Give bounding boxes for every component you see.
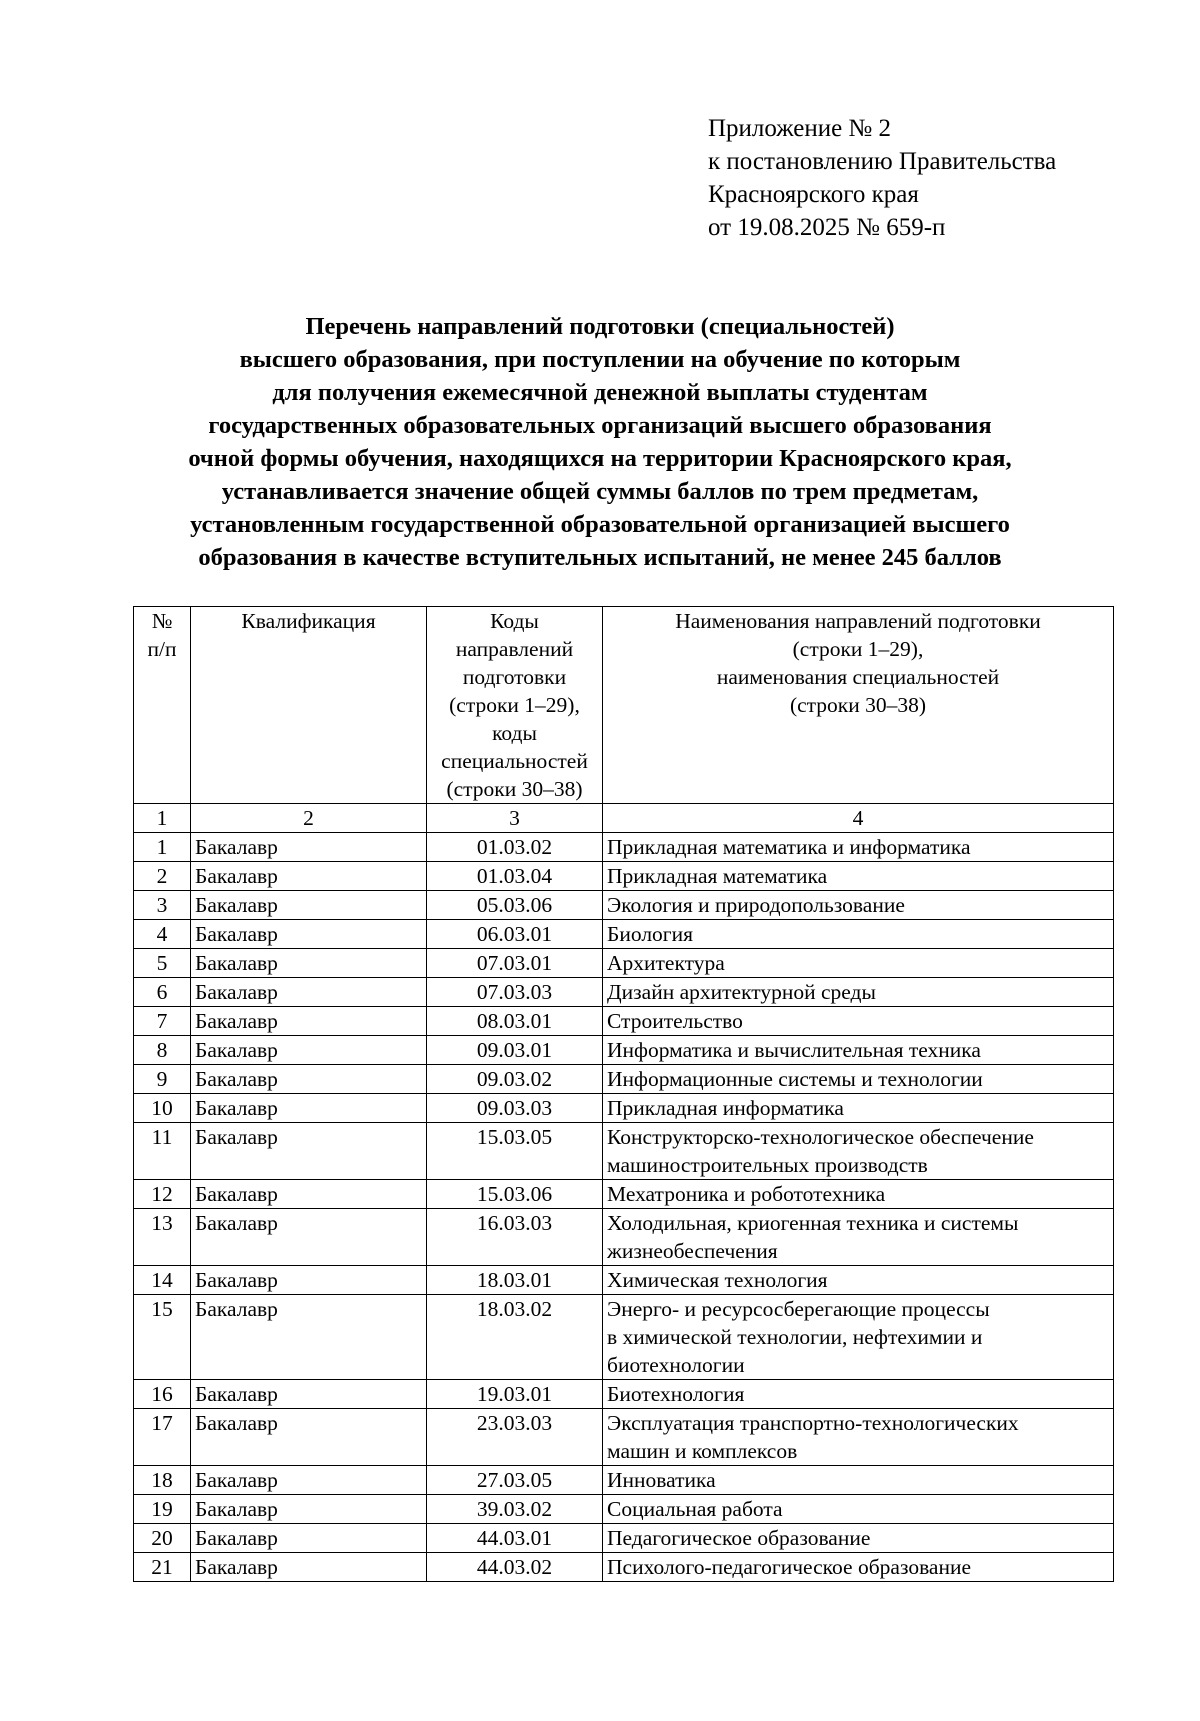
row-number: 16 [134,1380,191,1409]
direction-name-line: Эксплуатация транспортно-технологических [607,1411,1019,1435]
row-number: 20 [134,1524,191,1553]
direction-name-line: биотехнологии [607,1353,745,1377]
row-code: 15.03.05 [427,1123,603,1180]
row-code: 08.03.01 [427,1007,603,1036]
row-qualification: Бакалавр [191,891,427,920]
table-row [134,891,1114,920]
row-number: 21 [134,1553,191,1582]
row-direction-name [603,891,1114,920]
row-number: 9 [134,1065,191,1094]
header-line: (строки 1–29), [449,693,580,717]
table-row [134,1553,1114,1582]
row-code: 07.03.03 [427,978,603,1007]
direction-name-line: в химической технологии, нефтехимии и [607,1325,983,1349]
header-names [603,607,1114,804]
row-direction-name [603,1495,1114,1524]
row-number: 3 [134,891,191,920]
direction-name-line: Холодильная, криогенная техника и системы [607,1211,1019,1235]
direction-name-line: Педагогическое образование [607,1526,871,1550]
table-row [134,1065,1114,1094]
row-number: 17 [134,1409,191,1466]
table-row [134,949,1114,978]
row-code: 09.03.01 [427,1036,603,1065]
direction-name-line: Химическая технология [607,1268,828,1292]
appendix-line: от 19.08.2025 № 659-п [708,214,946,241]
row-direction-name [603,1553,1114,1582]
appendix-line: Красноярского края [708,181,919,208]
row-direction-name [603,1380,1114,1409]
header-line: Наименования направлений подготовки [675,609,1041,633]
row-number: 2 [134,862,191,891]
direction-name-line: Прикладная информатика [607,1096,844,1120]
title-line: государственных образовательных организаций высшего образования [208,412,992,439]
direction-name-line: машин и комплексов [607,1439,798,1463]
row-code: 09.03.03 [427,1094,603,1123]
row-code: 06.03.01 [427,920,603,949]
row-qualification: Бакалавр [191,949,427,978]
row-code: 09.03.02 [427,1065,603,1094]
appendix-block [708,112,1056,244]
direction-name-line: Энерго- и ресурсосберегающие процессы [607,1297,990,1321]
column-number: 4 [603,804,1114,833]
row-direction-name [603,1295,1114,1380]
header-line: Квалификация [241,609,376,633]
row-code: 18.03.01 [427,1266,603,1295]
row-qualification: Бакалавр [191,1123,427,1180]
row-direction-name [603,1094,1114,1123]
direction-name-line: жизнеобеспечения [607,1239,778,1263]
row-direction-name [603,1123,1114,1180]
table-header-row [134,607,1114,804]
appendix-line: Приложение № 2 [708,115,892,142]
row-qualification: Бакалавр [191,1209,427,1266]
header-qualification [191,607,427,804]
row-number: 8 [134,1036,191,1065]
table-row [134,1123,1114,1180]
row-direction-name [603,1180,1114,1209]
row-code: 27.03.05 [427,1466,603,1495]
row-number: 14 [134,1266,191,1295]
direction-name-line: Мехатроника и робототехника [607,1182,886,1206]
row-number: 4 [134,920,191,949]
row-direction-name [603,1466,1114,1495]
row-qualification: Бакалавр [191,1295,427,1380]
title-line: установленным государственной образовательной организацией высшего [190,511,1010,538]
row-direction-name [603,833,1114,862]
title-line: для получения ежемесячной денежной выплаты студентам [272,379,928,406]
row-number: 11 [134,1123,191,1180]
row-direction-name [603,1266,1114,1295]
header-line: наименования специальностей [716,665,1000,689]
header-line: (строки 1–29), [792,637,924,661]
row-direction-name [603,862,1114,891]
document-title [90,310,1110,574]
row-number: 10 [134,1094,191,1123]
row-qualification: Бакалавр [191,920,427,949]
direction-name-line: Прикладная математика [607,864,828,888]
row-direction-name [603,1209,1114,1266]
direction-name-line: Психолого-педагогическое образование [607,1555,972,1579]
column-number: 2 [191,804,427,833]
table-body [134,833,1114,1582]
row-code: 01.03.02 [427,833,603,862]
direction-name-line: Социальная работа [607,1497,783,1521]
direction-name-line: Информационные системы и технологии [607,1067,983,1091]
row-qualification: Бакалавр [191,1495,427,1524]
table-row [134,1266,1114,1295]
table-row [134,862,1114,891]
row-qualification: Бакалавр [191,1466,427,1495]
row-qualification: Бакалавр [191,1266,427,1295]
header-line: коды [492,721,537,745]
table-row [134,1036,1114,1065]
row-direction-name [603,1007,1114,1036]
row-code: 15.03.06 [427,1180,603,1209]
table-row [134,1180,1114,1209]
row-number: 12 [134,1180,191,1209]
row-qualification: Бакалавр [191,1036,427,1065]
title-line: образования в качестве вступительных испытаний, не менее 245 баллов [198,544,1002,571]
row-number: 1 [134,833,191,862]
table-row [134,1209,1114,1266]
direction-name-line: Биология [607,922,694,946]
direction-name-line: Информатика и вычислительная техника [607,1038,981,1062]
row-direction-name [603,1036,1114,1065]
row-qualification: Бакалавр [191,1007,427,1036]
header-line: специальностей [441,749,588,773]
row-qualification: Бакалавр [191,1409,427,1466]
direction-name-line: Строительство [607,1009,743,1033]
title-line: высшего образования, при поступлении на обучение по которым [239,346,961,373]
row-code: 44.03.01 [427,1524,603,1553]
direction-name-line: Экология и природопользование [607,893,905,917]
row-qualification: Бакалавр [191,1380,427,1409]
row-number: 15 [134,1295,191,1380]
row-qualification: Бакалавр [191,1180,427,1209]
table-row [134,833,1114,862]
row-code: 44.03.02 [427,1553,603,1582]
header-line: (строки 30–38) [446,777,583,801]
header-codes [427,607,603,804]
row-code: 07.03.01 [427,949,603,978]
row-qualification: Бакалавр [191,1065,427,1094]
row-code: 39.03.02 [427,1495,603,1524]
row-code: 18.03.02 [427,1295,603,1380]
row-number: 19 [134,1495,191,1524]
header-line: п/п [147,637,177,661]
row-code: 16.03.03 [427,1209,603,1266]
row-qualification: Бакалавр [191,1094,427,1123]
row-code: 05.03.06 [427,891,603,920]
direction-name-line: Прикладная математика и информатика [607,835,971,859]
table-row [134,1380,1114,1409]
header-line: № [151,609,173,633]
row-qualification: Бакалавр [191,833,427,862]
direction-name-line: Инноватика [607,1468,716,1492]
title-line: устанавливается значение общей суммы баллов по трем предметам, [221,478,979,505]
direction-name-line: Конструкторско-технологическое обеспечение [607,1125,1034,1149]
header-line: направлений [455,637,574,661]
directions-table [133,606,1114,1582]
header-num [134,607,191,804]
appendix-line: к постановлению Правительства [708,148,1057,175]
table-row [134,1409,1114,1466]
table-row [134,1495,1114,1524]
column-numbers-row [134,804,1114,833]
row-number: 5 [134,949,191,978]
title-line: очной формы обучения, находящихся на территории Красноярского края, [188,445,1012,472]
row-number: 18 [134,1466,191,1495]
row-direction-name [603,920,1114,949]
table-row [134,920,1114,949]
column-number: 1 [134,804,191,833]
row-direction-name [603,1524,1114,1553]
row-qualification: Бакалавр [191,1524,427,1553]
direction-name-line: машиностроительных производств [607,1153,928,1177]
header-line: (строки 30–38) [789,693,927,717]
row-direction-name [603,1409,1114,1466]
table-row [134,1094,1114,1123]
table-row [134,1295,1114,1380]
direction-name-line: Архитектура [607,951,725,975]
title-line: Перечень направлений подготовки (специальностей) [305,313,895,340]
table-row [134,978,1114,1007]
row-code: 01.03.04 [427,862,603,891]
header-line: Коды [490,609,539,633]
column-number: 3 [427,804,603,833]
table-row [134,1524,1114,1553]
direction-name-line: Биотехнология [607,1382,745,1406]
row-qualification: Бакалавр [191,1553,427,1582]
row-direction-name [603,978,1114,1007]
row-direction-name [603,1065,1114,1094]
row-qualification: Бакалавр [191,862,427,891]
row-code: 23.03.03 [427,1409,603,1466]
row-number: 7 [134,1007,191,1036]
table-row [134,1007,1114,1036]
row-number: 13 [134,1209,191,1266]
header-line: подготовки [462,665,567,689]
table-row [134,1466,1114,1495]
row-code: 19.03.01 [427,1380,603,1409]
row-qualification: Бакалавр [191,978,427,1007]
direction-name-line: Дизайн архитектурной среды [607,980,876,1004]
row-number: 6 [134,978,191,1007]
row-direction-name [603,949,1114,978]
